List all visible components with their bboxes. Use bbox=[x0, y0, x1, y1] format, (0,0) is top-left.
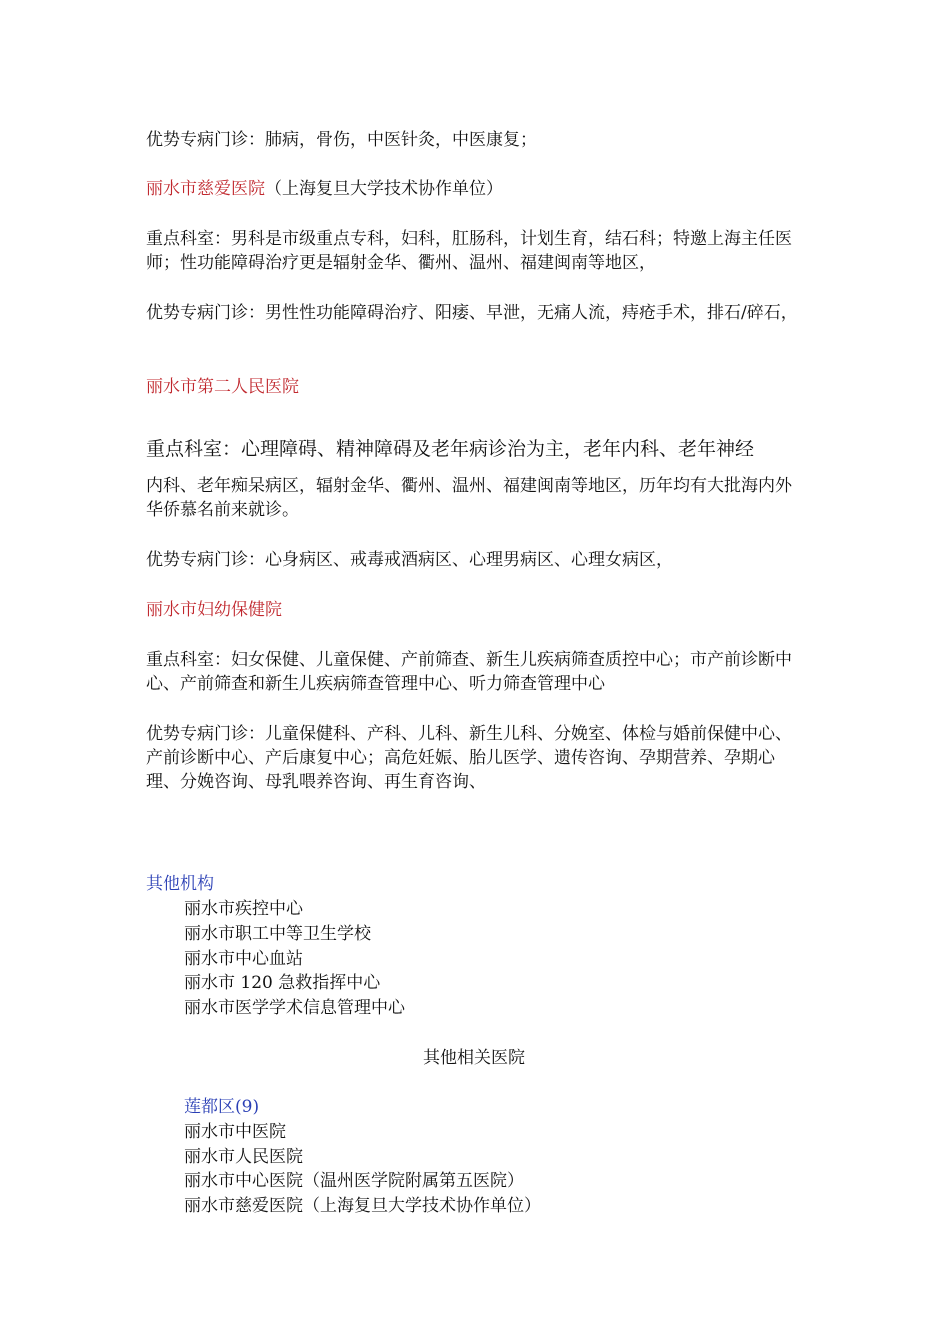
list-item: 丽水市疾控中心 bbox=[184, 899, 303, 919]
paragraph-ciai-key-dept: 重点科室：男科是市级重点专科，妇科，肛肠科，计划生育，结石科；特邀上海主任医师；性功能障碍治疗更是辐射金华、衢州、温州、福建闽南等地区， bbox=[146, 229, 792, 273]
list-item: 丽水市中心医院（温州医学院附属第五医院） bbox=[184, 1171, 524, 1192]
other-institutions-heading: 其他机构 bbox=[146, 874, 214, 894]
list-item: 丽水市中医院 bbox=[184, 1121, 286, 1142]
related-hospitals-list bbox=[184, 1095, 784, 1219]
list-item: 丽水市职工中等卫生学校 bbox=[184, 923, 371, 944]
paragraph-second-key-dept-rest: 内科、老年痴呆病区，辐射金华、衢州、温州、福建闽南等地区，历年均有大批海内外华侨慕名前来就诊。 bbox=[146, 476, 792, 520]
related-hospitals-title: 其他相关医院 bbox=[423, 1048, 525, 1068]
hospital-heading-ciai bbox=[146, 177, 806, 201]
paragraph-second-key-dept-line1: 重点科室：心理障碍、精神障碍及老年病诊治为主，老年内科、老年神经 bbox=[146, 438, 755, 460]
hospital-heading-second: 丽水市第二人民医院 bbox=[146, 377, 299, 397]
list-item: 丽水市人民医院 bbox=[184, 1146, 303, 1167]
district-heading: 莲都区(9) bbox=[184, 1097, 260, 1117]
list-item: 丽水市中心血站 bbox=[184, 948, 303, 969]
paragraph-maternal-advantage: 优势专病门诊：儿童保健科、产科、儿科、新生儿科、分娩室、体检与婚前保健中心、产前诊断中心、产后康复中心；高危妊娠、胎儿医学、遗传咨询、孕期营养、孕期心理、分娩咨询、母乳喂养咨询、再生育咨询、 bbox=[146, 724, 792, 792]
list-item: 丽水市 120 急救指挥中心 bbox=[184, 973, 381, 994]
paragraph-second-advantage: 优势专病门诊：心身病区、戒毒戒酒病区、心理男病区、心理女病区， bbox=[146, 550, 673, 570]
paragraph-maternal-key-dept: 重点科室：妇女保健、儿童保健、产前筛查、新生儿疾病筛查质控中心；市产前诊断中心、产前筛查和新生儿疾病筛查管理中心、听力筛查管理中心 bbox=[146, 650, 792, 694]
other-institutions-list bbox=[184, 897, 784, 1021]
list-item: 丽水市医学学术信息管理中心 bbox=[184, 998, 405, 1019]
list-item: 丽水市慈爱医院（上海复旦大学技术协作单位） bbox=[184, 1196, 541, 1217]
paragraph-advantage-clinic: 优势专病门诊：肺病，骨伤，中医针灸，中医康复； bbox=[146, 130, 537, 150]
paragraph-ciai-advantage: 优势专病门诊：男性性功能障碍治疗、阳痿、早泄，无痛人流，痔疮手术，排石/碎石， bbox=[146, 303, 798, 323]
hospital-heading-maternal: 丽水市妇幼保健院 bbox=[146, 600, 282, 620]
hospital-note-ciai: （上海复旦大学技术协作单位） bbox=[265, 179, 503, 199]
hospital-name-ciai: 丽水市慈爱医院 bbox=[146, 179, 265, 199]
